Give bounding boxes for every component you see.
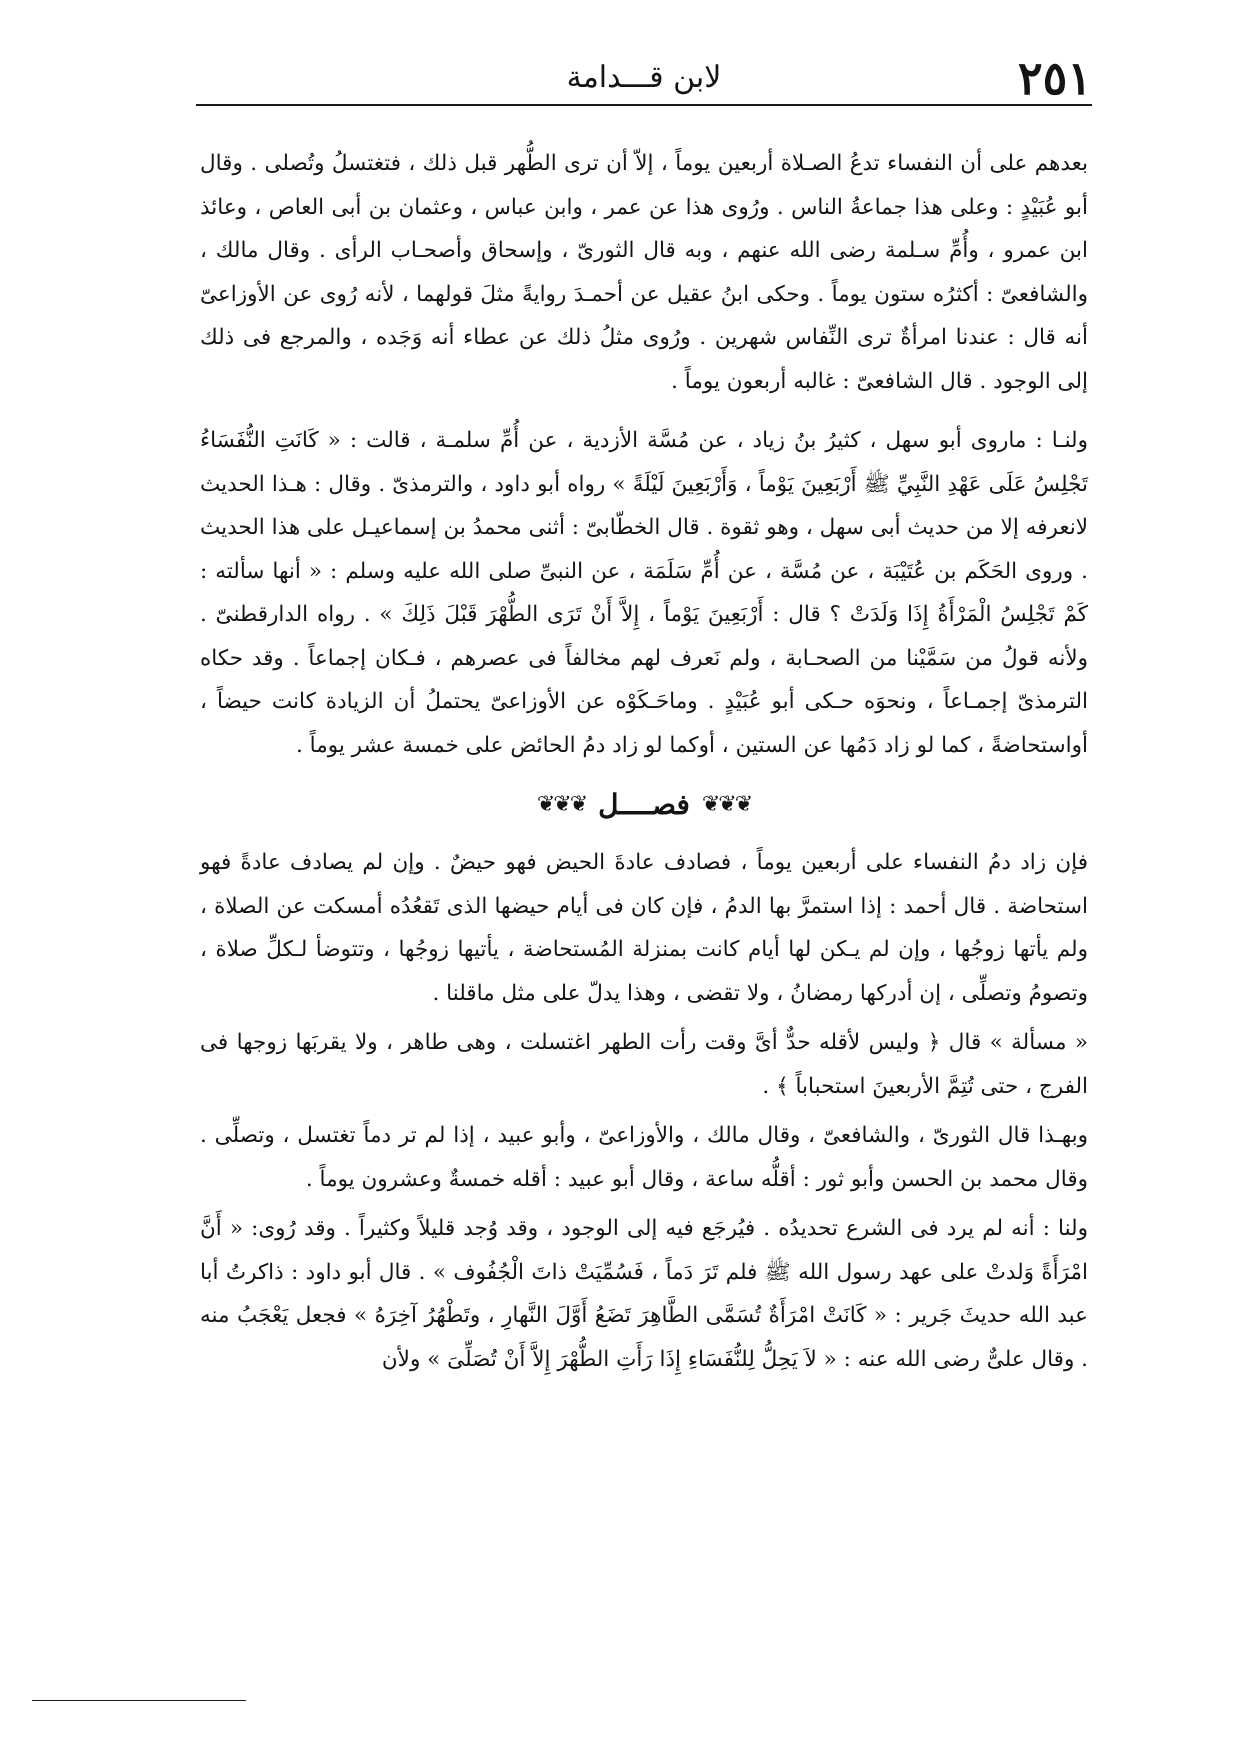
- footnote-rule: [32, 1700, 246, 1701]
- paragraph: ولنـا : ماروى أبو سهل ، كثيرُ بنُ زياد ، عن مُسَّة الأزدية ، عن أُمِّ سلمـة ، قالت : « كَانَتِ النُّفَسَاءُ تَجْلِسُ عَلَى عَهْدِ النَّبِيِّ ﷺ أَرْبَعِينَ يَوْماً ، وَأَرْبَعِينَ لَيْلَةً » رواه أبو داود ، والترمذىّ . وقال : هـذا الحديث لانعرفه إلا من حديث أبى سهل ، وهو ثقوة . قال الخطّابىّ : أثنى محمدُ بن إسماعيـل على هذا الحديث . وروى الحَكَم بن عُتَيْبَة ، عن مُسَّة ، عن أُمِّ سَلَمَة ، عن النبىِّ صلى الله عليه وسلم : « أنها سألته : كَمْ تَجْلِسُ الْمَرْأَةُ إِذَا وَلَدَتْ ؟ قال : أَرْبَعِينَ يَوْماً ، إِلاَّ أَنْ تَرَى الطُّهْرَ قَبْلَ ذَلِكَ » . رواه الدارقطنىّ . ولأنه قولُ من سَمَّيْنا من الصحـابة ، ولم نَعرف لهم مخالفاً فى عصرهم ، فـكان إجماعاً . وقد حكاه الترمذىّ إجمـاعاً ، ونحوَه حـكى أبو عُبَيْدٍ . وماحَـكَوْه عن الأوزاعىّ يحتملُ أن الزيادة كانت حيضاً ، أواستحاضةً ، كما لو زاد دَمُها عن الستين ، أوكما لو زاد دمُ الحائض على خمسة عشر يوماً .: [200, 428, 1088, 758]
- paragraph: فإن زاد دمُ النفساء على أربعين يوماً ، فصادف عادةَ الحيض فهو حيضٌ . وإن لم يصادف عادةً فهو استحاضة . قال أحمد : إذا استمرَّ بها الدمُ ، فإن كان فى أيام حيضها الذى تَقعُدُه أمسكت عن الصلاة ، ولم يأتها زوجُها ، وإن لم يـكن لها أيام كانت بمنزلة المُستحاضة ، يأتيها زوجُها ، وتتوضأ لـكلِّ صلاة ، وتصومُ وتصلِّى ، إن أدركها رمضانُ ، ولا تقضى ، وهذا يدلّ على مثل ماقلنا .: [200, 850, 1088, 1006]
- paragraph: « مسألة » قال ﴿ وليس لأقله حدٌّ أىَّ وقت رأت الطهر اغتسلت ، وهى طاهر ، ولا يقربَها زوجها فى الفرج ، حتى تُتِمَّ الأربعينَ استحباباً ﴾ .: [200, 1030, 1088, 1099]
- page-number: ٢٥١: [1017, 51, 1092, 105]
- paragraph: وبهـذا قال الثورىّ ، والشافعىّ ، وقال مالك ، والأوزاعىّ ، وأبو عبيد ، إذا لم تر دماً تغتسل ، وتصلِّى . وقال محمد بن الحسن وأبو ثور : أقلُّه ساعة ، وقال أبو عبيد : أقله خمسةٌ وعشرون يوماً .: [200, 1123, 1088, 1192]
- header-rule: [196, 104, 1092, 106]
- paragraph: ولنا : أنه لم يرد فى الشرع تحديدُه . فيُرجَع فيه إلى الوجود ، وقد وُجد قليلاً وكثيراً . وقد رُوى: « أَنَّ امْرَأَةً وَلدتْ على عهد رسول الله ﷺ فلم تَرَ دَماً ، فَسُمِّيَتْ ذاتَ الْجُفُوف » . قال أبو داود : ذاكرتُ أبا عبد الله حديثَ جَرير : « كَانَتْ امْرَأَةٌ تُسَمَّى الطَّاهِرَ تَضَعُ أَوَّلَ النَّهارِ ، وتَطْهُرُ آخِرَهُ » فجعل يَعْجَبُ منه . وقال علىٌّ رضى الله عنه : « لاَ يَحِلُّ لِلنُّفَسَاءِ إِذَا رَأَتِ الطُّهْرَ إِلاَّ أَنْ تُصَلِّىَ » ولأن: [200, 1216, 1088, 1372]
- body-text: [200, 142, 1088, 1381]
- ornament-icon: ❦❦❦: [536, 792, 587, 817]
- section-heading: [200, 787, 1088, 823]
- running-title: لابن قـــدامة: [566, 60, 722, 95]
- ornament-icon: ❦❦❦: [701, 792, 752, 817]
- section-title: فصــــل: [598, 788, 690, 821]
- paragraph: بعدهم على أن النفساء تدعُ الصـلاة أربعين يوماً ، إلاّ أن ترى الطُّهر قبل ذلك ، فتغتسلُ وتُصلى . وقال أبو عُبَيْدٍ : وعلى هذا جماعةُ الناس . ورُوى هذا عن عمر ، وابن عباس ، وعثمان بن أبى العاص ، وعائذ ابن عمرو ، وأُمِّ سـلمة رضى الله عنهم ، وبه قال الثورىّ ، وإسحاق وأصحـاب الرأى . وقال مالك ، والشافعىّ : أكثرُه ستون يوماً . وحكى ابنُ عقيل عن أحمـدَ روايةً مثلَ قولهما ، لأنه رُوى عن الأوزاعىّ أنه قال : عندنا امرأةٌ ترى النِّفاس شهرين . ورُوى مثلُ ذلك عن عطاء أنه وَجَده ، والمرجع فى ذلك إلى الوجود . قال الشافعىّ : غالبه أربعون يوماً .: [200, 151, 1088, 394]
- page-header: [196, 51, 1092, 105]
